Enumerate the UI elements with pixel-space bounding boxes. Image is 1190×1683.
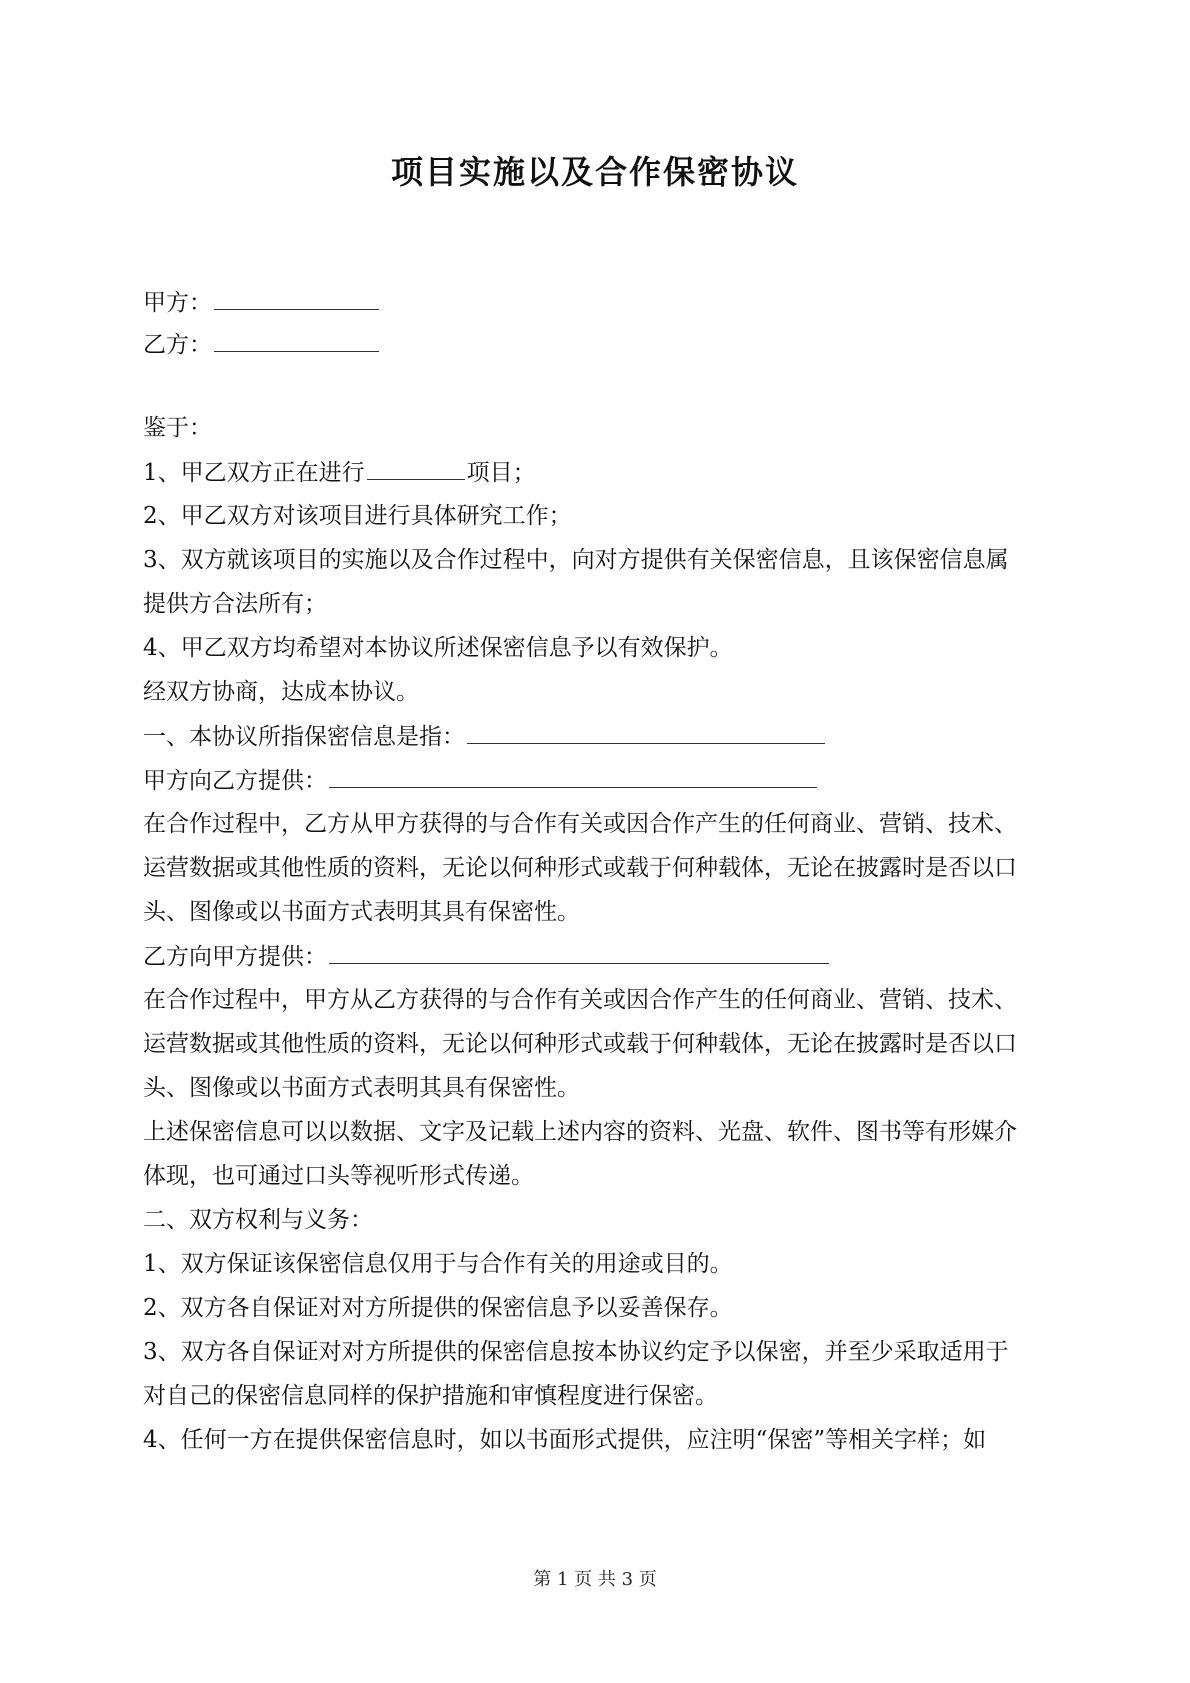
a-to-b-line	[143, 763, 1053, 798]
party-a-label: 甲方：	[143, 290, 212, 316]
b-to-a-paragraph-line-1: 在合作过程中，甲方从乙方获得的与合作有关或因合作产生的任何商业、营销、技术、	[143, 987, 1017, 1013]
party-a-line	[143, 285, 1053, 320]
a-to-b-paragraph-line-1: 在合作过程中，乙方从甲方获得的与合作有关或因合作产生的任何商业、营销、技术、	[143, 811, 1017, 837]
party-b-line	[143, 327, 1053, 362]
party-b-blank[interactable]	[214, 327, 379, 352]
obligation-2: 2、双方各自保证对对方所提供的保密信息予以妥善保存。	[143, 1295, 733, 1321]
whereas-item-1-after: 项目；	[466, 460, 536, 486]
whereas-item-1	[143, 455, 1053, 490]
whereas-item-3-line-1: 3、双方就该项目的实施以及合作过程中，向对方提供有关保密信息，且该保密信息属	[143, 547, 1009, 573]
b-to-a-blank[interactable]	[329, 939, 829, 964]
obligation-4-line-1: 4、任何一方在提供保密信息时，如以书面形式提供，应注明“保密”等相关字样；如	[143, 1427, 987, 1453]
page-number-footer: 第 1 页 共 3 页	[533, 1569, 657, 1590]
b-to-a-paragraph-line-3: 头、图像或以书面方式表明其具有保密性。	[143, 1075, 580, 1101]
section-2-heading: 二、双方权利与义务：	[143, 1207, 373, 1233]
agreement-statement: 经双方协商，达成本协议。	[143, 679, 419, 705]
section-1-heading-line	[143, 719, 1053, 754]
obligation-3-line-1: 3、双方各自保证对对方所提供的保密信息按本协议约定予以保密，并至少采取适用于	[143, 1339, 1009, 1365]
obligation-1: 1、双方保证该保密信息仅用于与合作有关的用途或目的。	[143, 1251, 733, 1277]
info-forms-line-1: 上述保密信息可以以数据、文字及记载上述内容的资料、光盘、软件、图书等有形媒介	[143, 1119, 1017, 1145]
b-to-a-line	[143, 939, 1053, 974]
a-to-b-label: 甲方向乙方提供：	[143, 768, 327, 794]
document-title: 项目实施以及合作保密协议	[390, 153, 799, 191]
party-a-blank[interactable]	[214, 285, 379, 310]
whereas-item-2: 2、甲乙双方对该项目进行具体研究工作；	[143, 503, 572, 529]
whereas-item-3-line-2: 提供方合法所有；	[143, 591, 327, 617]
info-forms-line-2: 体现，也可通过口头等视听形式传递。	[143, 1163, 534, 1189]
project-name-blank[interactable]	[367, 455, 465, 480]
confidential-info-blank[interactable]	[467, 719, 825, 744]
a-to-b-blank[interactable]	[329, 763, 817, 788]
section-1-heading: 一、本协议所指保密信息是指：	[143, 724, 465, 750]
b-to-a-paragraph-line-2: 运营数据或其他性质的资料，无论以何种形式或载于何种载体，无论在披露时是否以口	[143, 1031, 1017, 1057]
b-to-a-label: 乙方向甲方提供：	[143, 944, 327, 970]
whereas-heading: 鉴于：	[143, 415, 212, 441]
a-to-b-paragraph-line-2: 运营数据或其他性质的资料，无论以何种形式或载于何种载体，无论在披露时是否以口	[143, 855, 1017, 881]
whereas-item-4: 4、甲乙双方均希望对本协议所述保密信息予以有效保护。	[143, 635, 733, 661]
obligation-3-line-2: 对自己的保密信息同样的保护措施和审慎程度进行保密。	[143, 1383, 718, 1409]
a-to-b-paragraph-line-3: 头、图像或以书面方式表明其具有保密性。	[143, 899, 580, 925]
whereas-item-1-before: 1、甲乙双方正在进行	[143, 460, 365, 486]
party-b-label: 乙方：	[143, 332, 212, 358]
